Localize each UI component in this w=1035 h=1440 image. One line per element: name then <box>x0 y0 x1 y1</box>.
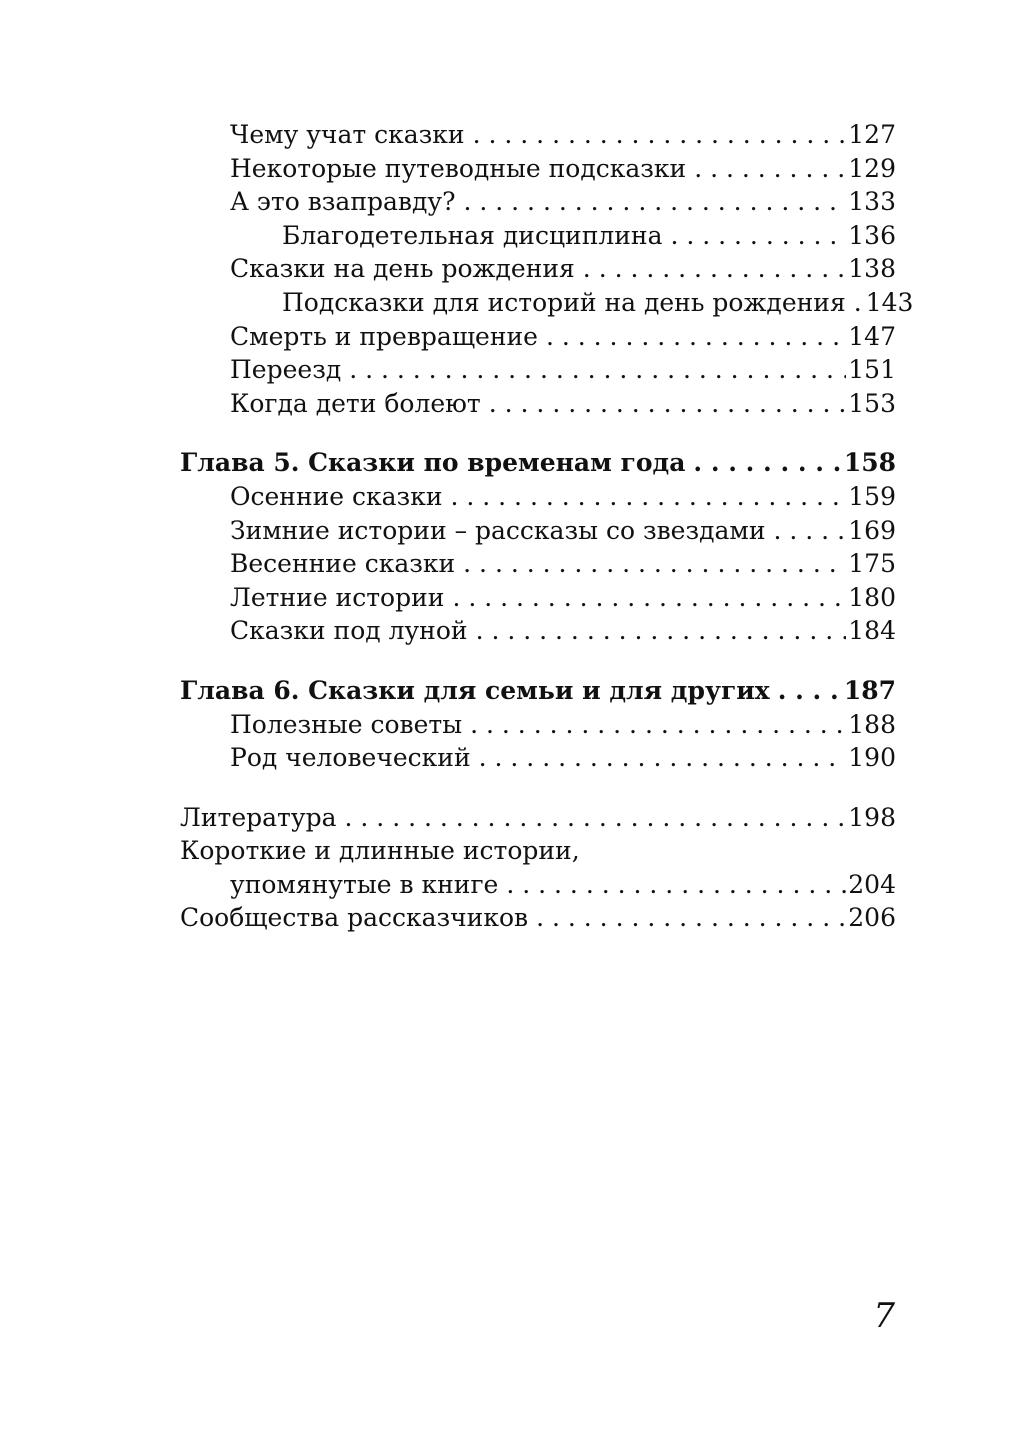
dot-leader <box>854 286 864 320</box>
toc-entry-title: Когда дети болеют <box>230 388 481 418</box>
toc-entry <box>180 614 896 648</box>
toc-entry-page: 187 <box>843 675 896 705</box>
toc-entry-title: Летние истории <box>230 582 445 612</box>
toc-entry-page: 204 <box>848 869 896 899</box>
toc-entry <box>180 834 896 868</box>
toc-entry-title: Зимние истории – рассказы со звездами <box>230 515 766 545</box>
dot-leader <box>345 801 847 835</box>
dot-leader <box>479 741 847 775</box>
toc-entry-page: 188 <box>848 709 896 739</box>
toc-entry-title: Благодетельная дисциплина <box>282 220 663 250</box>
toc-entry <box>180 152 896 186</box>
dot-leader <box>506 868 846 902</box>
dot-leader <box>473 118 847 152</box>
toc-entry-title: Короткие и длинные истории, <box>180 836 580 866</box>
toc-entry-page: 190 <box>848 743 896 773</box>
dot-leader <box>463 547 846 581</box>
toc-entry-page: 159 <box>848 481 896 511</box>
toc-entry-title: Литература <box>180 802 337 832</box>
toc-entry <box>180 901 896 935</box>
dot-leader <box>583 252 846 286</box>
dot-leader <box>489 387 847 421</box>
toc-entry-title: Полезные советы <box>230 709 463 739</box>
toc-entry <box>180 514 896 548</box>
toc-section <box>180 118 914 420</box>
toc-entry <box>180 868 896 902</box>
toc-chapter-entry <box>180 446 896 480</box>
toc-entry-title: Весенние сказки <box>230 549 456 579</box>
toc-entry-title: упомянутые в книге <box>230 869 499 899</box>
dot-leader <box>694 152 846 186</box>
dot-leader <box>476 614 847 648</box>
toc-entry-page: 184 <box>848 616 896 646</box>
toc-entry <box>180 118 896 152</box>
toc-entry-title: Глава 5. Сказки по временам года <box>180 448 686 478</box>
toc-entry-title: Подсказки для историй на день рождения <box>282 287 846 317</box>
toc-entry <box>180 387 896 421</box>
toc-entry-title: Сообщества рассказчиков <box>180 903 529 933</box>
toc-entry-page: 153 <box>848 388 896 418</box>
toc-entry-page: 169 <box>848 515 896 545</box>
toc-entry-page: 147 <box>848 321 896 351</box>
toc-entry-title: Осенние сказки <box>230 481 443 511</box>
toc-entry-title: Глава 6. Сказки для семьи и для других <box>180 675 770 705</box>
toc-entry <box>180 708 896 742</box>
toc-entry <box>180 252 896 286</box>
toc-entry-page: 198 <box>848 802 896 832</box>
toc-entry-page: 127 <box>848 120 896 149</box>
dot-leader <box>774 514 847 548</box>
toc-entry-title: Сказки на день рождения <box>230 254 575 284</box>
toc-entry-page: 133 <box>848 187 896 217</box>
toc-entry <box>180 219 896 253</box>
toc-entry <box>180 353 896 387</box>
dot-leader <box>536 901 846 935</box>
toc-entry-title: Некоторые путеводные подсказки <box>230 153 687 183</box>
toc-entry-page: 143 <box>865 287 914 317</box>
toc-section <box>180 801 896 935</box>
toc-section <box>180 674 896 775</box>
toc-entry <box>180 547 896 581</box>
toc-entry-page: 158 <box>843 448 896 478</box>
toc-entry <box>180 741 896 775</box>
dot-leader <box>670 219 846 253</box>
dot-leader <box>693 446 841 480</box>
toc-chapter-entry <box>180 674 896 708</box>
dot-leader <box>450 480 846 514</box>
toc-entry-title: Чему учат сказки <box>230 120 465 149</box>
toc-entry-page: 180 <box>848 582 896 612</box>
toc-entry-page: 175 <box>848 549 896 579</box>
toc-entry-title: А это взаправду? <box>230 187 456 217</box>
toc-entry-page: 151 <box>848 355 896 385</box>
toc-entry <box>180 480 896 514</box>
toc-entry <box>180 185 896 219</box>
toc-entry-title: Переезд <box>230 355 342 385</box>
toc-entry-title: Род человеческий <box>230 743 471 773</box>
toc-entry-page: 138 <box>848 254 896 284</box>
toc-entry-page: 136 <box>848 220 896 250</box>
dot-leader <box>470 708 846 742</box>
dot-leader <box>546 320 846 354</box>
toc-entry-title: Сказки под луной <box>230 616 468 646</box>
toc-entry <box>180 801 896 835</box>
toc-entry <box>180 320 896 354</box>
page-number: 7 <box>873 1296 895 1336</box>
toc-entry-page: 129 <box>848 153 896 183</box>
dot-leader <box>778 674 842 708</box>
toc-entry-page: 206 <box>848 903 896 933</box>
toc-entry-title: Смерть и превращение <box>230 321 538 351</box>
dot-leader <box>463 185 846 219</box>
toc-entry <box>180 286 914 320</box>
dot-leader <box>349 353 846 387</box>
dot-leader <box>452 581 846 615</box>
toc-section <box>180 446 896 648</box>
table-of-contents <box>180 118 914 935</box>
toc-entry <box>180 581 896 615</box>
